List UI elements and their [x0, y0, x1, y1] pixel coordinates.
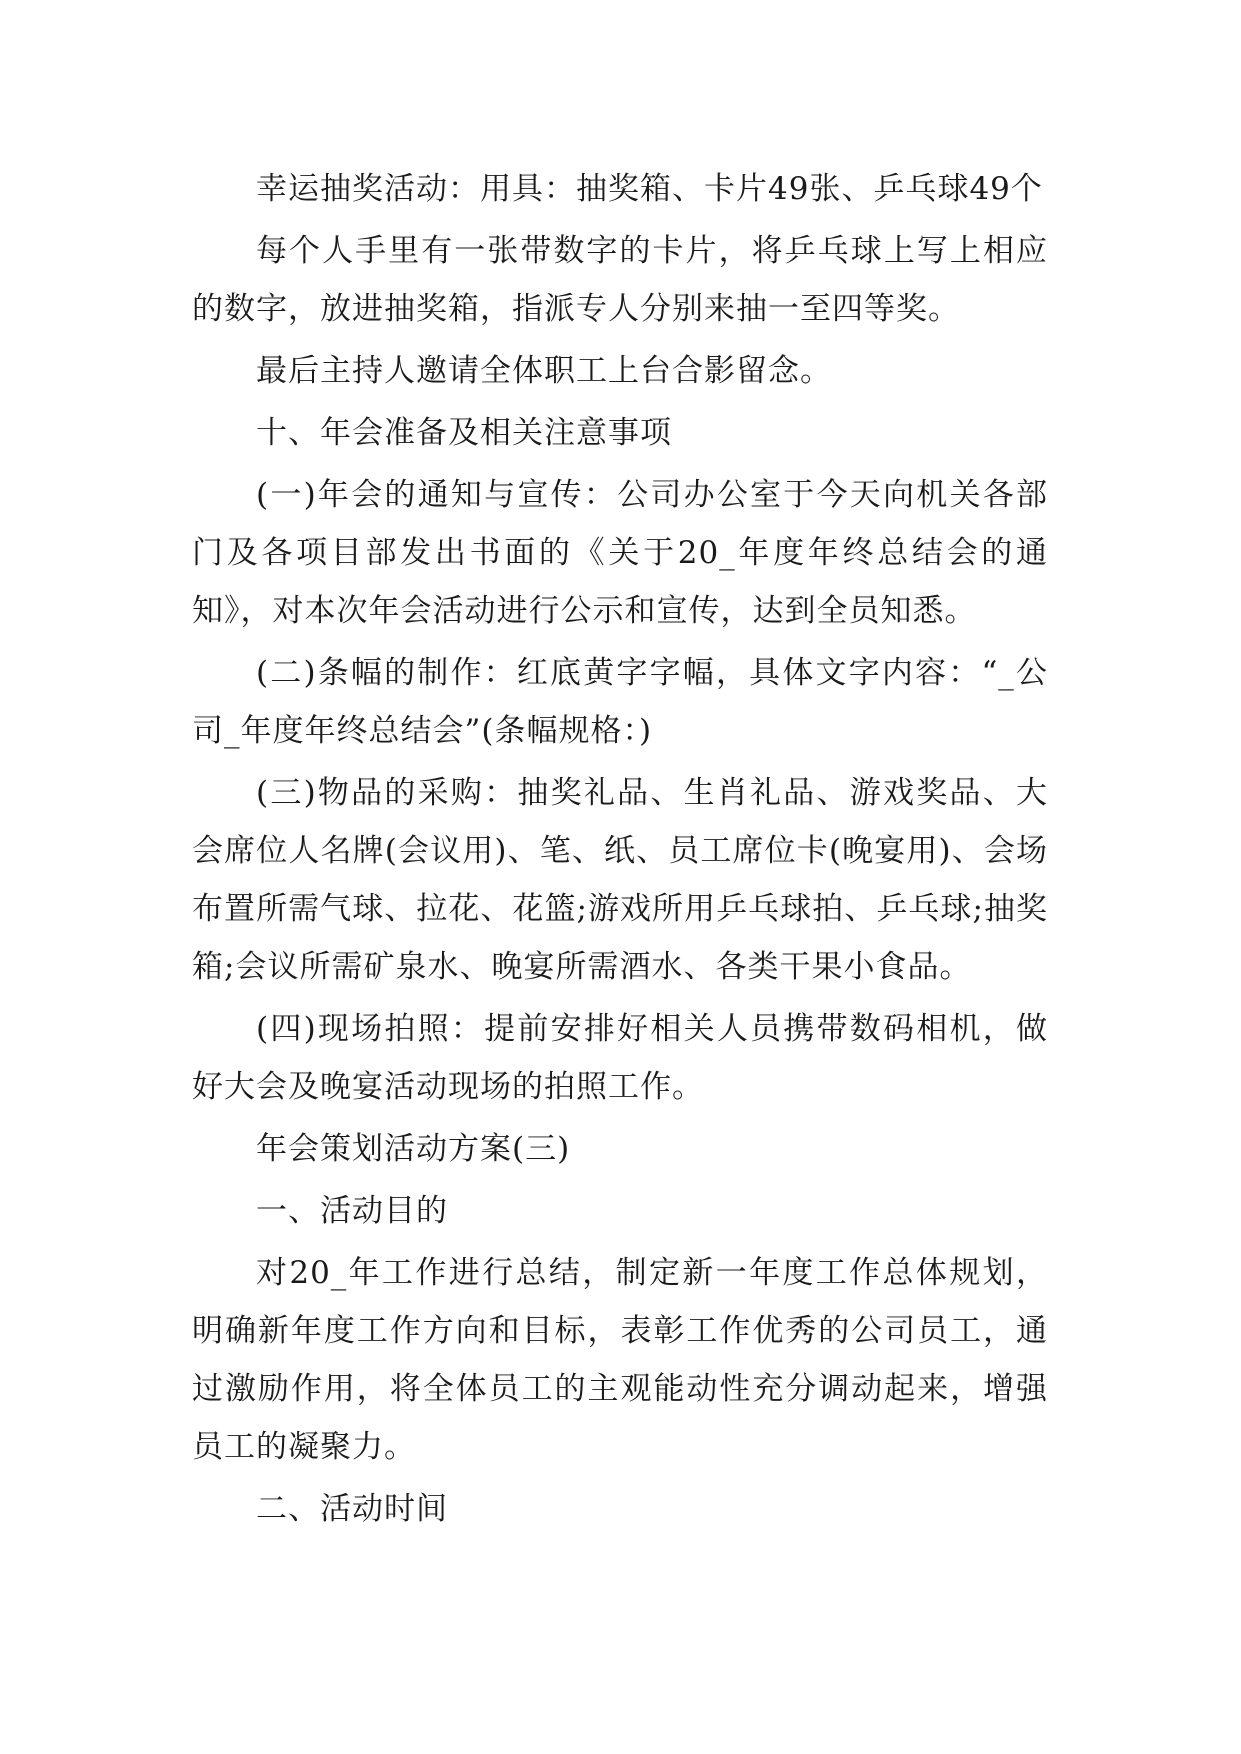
- section-heading-purpose: 一、活动目的: [256, 1193, 448, 1229]
- paragraph-purpose: 对20_年工作进行总结，制定新一年度工作总体规划，明确新年度工作方向和目标，表彰工作优秀的公司员工，通过激励作用，将全体员工的主观能动性充分调动起来，增强员工的凝聚力。: [192, 1255, 1048, 1465]
- paragraph-lottery-tools: 幸运抽奖活动：用具：抽奖箱、卡片49张、乒乓球49个: [256, 171, 1043, 207]
- document-page: [192, 160, 1048, 1542]
- paragraph-notice-publicity: (一)年会的通知与宣传：公司办公室于今天向机关各部门及各项目部发出书面的《关于20_年度年终总结会的通知》，对本次年会活动进行公示和宣传，达到全员知悉。: [192, 477, 1048, 629]
- paragraph-lottery-rules: 每个人手里有一张带数字的卡片，将乒乓球上写上相应的数字，放进抽奖箱，指派专人分别来抽一至四等奖。: [192, 233, 1048, 327]
- plan-title-three: 年会策划活动方案(三): [256, 1131, 571, 1167]
- section-heading-time: 二、活动时间: [256, 1491, 448, 1527]
- section-heading-preparation: 十、年会准备及相关注意事项: [256, 415, 672, 451]
- paragraph-group-photo: 最后主持人邀请全体职工上台合影留念。: [256, 353, 832, 389]
- paragraph-banner: (二)条幅的制作：红底黄字字幅，具体文字内容：“_公司_年度年终总结会”(条幅规格：): [192, 655, 1048, 749]
- paragraph-purchasing: (三)物品的采购：抽奖礼品、生肖礼品、游戏奖品、大会席位人名牌(会议用)、笔、纸、员工席位卡(晚宴用)、会场布置所需气球、拉花、花篮;游戏所用乒乓球拍、乒乓球;抽奖箱;会议所需矿泉水、晚宴所需酒水、各类干果小食品。: [192, 775, 1048, 985]
- paragraph-photography: (四)现场拍照：提前安排好相关人员携带数码相机，做好大会及晚宴活动现场的拍照工作。: [192, 1011, 1048, 1105]
